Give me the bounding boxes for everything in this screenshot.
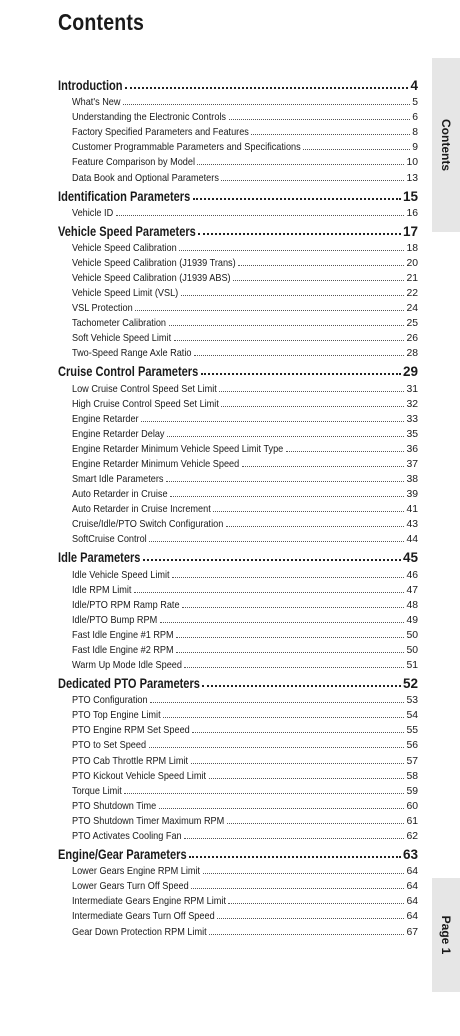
toc-entry-page: 25 [406, 318, 418, 330]
toc-entry-page: 50 [406, 629, 418, 641]
toc-entry-title: Torque Limit [72, 785, 122, 797]
toc-entry-page: 67 [406, 926, 418, 938]
toc-entry-title: VSL Protection [72, 303, 133, 315]
toc-entry[interactable] [58, 691, 418, 706]
toc-entry-title: Feature Comparison by Model [72, 157, 195, 169]
toc-entry-page: 64 [406, 911, 418, 923]
dot-leader [191, 887, 404, 889]
toc-entry[interactable] [58, 812, 418, 827]
table-of-contents [58, 76, 418, 941]
toc-section-heading[interactable] [58, 845, 418, 862]
toc-entry-page: 36 [406, 443, 418, 455]
toc-entry[interactable] [58, 269, 418, 284]
toc-section-heading[interactable] [58, 76, 418, 93]
toc-entry-page: 18 [406, 242, 418, 254]
toc-entry-page: 47 [406, 584, 418, 596]
dot-leader [189, 855, 401, 858]
toc-entry-title: Tachometer Calibration [72, 318, 167, 330]
toc-entry-page: 24 [406, 303, 418, 315]
toc-section-page: 15 [402, 188, 418, 204]
dot-leader [170, 495, 404, 497]
toc-entry-page: 56 [406, 740, 418, 752]
dot-leader [238, 264, 404, 266]
toc-section-heading[interactable] [58, 222, 418, 239]
toc-entry-page: 59 [406, 785, 418, 797]
toc-entry-title: PTO Shutdown Time [72, 800, 157, 812]
toc-entry-page: 37 [406, 458, 418, 470]
dot-leader [191, 762, 404, 764]
toc-entry[interactable] [58, 751, 418, 766]
side-tab-page-label: Page 1 [439, 915, 453, 955]
toc-section [58, 845, 418, 937]
toc-section [58, 548, 418, 671]
dot-leader [167, 435, 404, 437]
toc-entry-title: Low Cruise Control Speed Set Limit [72, 383, 217, 395]
toc-entry-title: Engine Retarder Minimum Vehicle Speed [72, 458, 240, 470]
toc-section-title: Idle Parameters [58, 550, 141, 566]
dot-leader [303, 148, 410, 150]
dot-leader [233, 279, 404, 281]
dot-leader [143, 558, 401, 561]
dot-leader [193, 197, 401, 200]
dot-leader [209, 777, 404, 779]
dot-leader [181, 294, 404, 296]
toc-entry-page: 46 [406, 569, 418, 581]
toc-entry-title: Gear Down Protection RPM Limit [72, 926, 207, 938]
toc-section-page: 17 [402, 223, 418, 239]
toc-entry[interactable] [58, 204, 418, 219]
dot-leader [221, 179, 404, 181]
toc-entry[interactable] [58, 395, 418, 410]
dot-leader [251, 133, 410, 135]
toc-entry[interactable] [58, 892, 418, 907]
toc-entry-page: 8 [412, 127, 418, 139]
toc-entry-page: 61 [406, 815, 418, 827]
toc-entry-page: 13 [406, 172, 418, 184]
dot-leader [124, 792, 404, 794]
toc-section [58, 362, 418, 545]
toc-entry-title: PTO to Set Speed [72, 740, 147, 752]
toc-entry-page: 51 [406, 660, 418, 672]
toc-entry[interactable] [58, 767, 418, 782]
toc-entry-page: 33 [406, 413, 418, 425]
dot-leader [228, 902, 404, 904]
toc-entry[interactable] [58, 862, 418, 877]
toc-section-heading[interactable] [58, 187, 418, 204]
toc-entry-title: Auto Retarder in Cruise Increment [72, 504, 211, 516]
toc-entry[interactable] [58, 440, 418, 455]
toc-entry[interactable] [58, 485, 418, 500]
toc-section-heading[interactable] [58, 674, 418, 691]
dot-leader [184, 837, 404, 839]
toc-section-title: Vehicle Speed Parameters [58, 223, 196, 239]
toc-entry[interactable] [58, 782, 418, 797]
dot-leader [134, 591, 404, 593]
toc-entry[interactable] [58, 721, 418, 736]
toc-entry-page: 44 [406, 534, 418, 546]
toc-entry-page: 22 [406, 288, 418, 300]
toc-entry-page: 16 [406, 207, 418, 219]
toc-entry-page: 10 [406, 157, 418, 169]
toc-entry-page: 48 [406, 599, 418, 611]
toc-entry-title: PTO Configuration [72, 695, 148, 707]
dot-leader [226, 525, 404, 527]
toc-entry-title: Idle RPM Limit [72, 584, 132, 596]
dot-leader [184, 666, 404, 668]
dot-leader [221, 405, 404, 407]
toc-entry-title: PTO Activates Cooling Fan [72, 831, 182, 843]
page-title: Contents [58, 9, 145, 35]
toc-section [58, 674, 418, 842]
toc-entry-title: Soft Vehicle Speed Limit [72, 333, 172, 345]
toc-entry[interactable] [58, 641, 418, 656]
toc-section-title: Identification Parameters [58, 188, 191, 204]
toc-entry[interactable] [58, 530, 418, 545]
toc-entry[interactable] [58, 410, 418, 425]
dot-leader [179, 249, 404, 251]
toc-entry-page: 35 [406, 428, 418, 440]
toc-entry-title: Vehicle Speed Calibration [72, 242, 177, 254]
toc-entry-page: 9 [412, 142, 418, 154]
side-tab-contents-label: Contents [439, 119, 453, 171]
toc-entry[interactable] [58, 736, 418, 751]
toc-entry-page: 64 [406, 881, 418, 893]
toc-entry[interactable] [58, 596, 418, 611]
toc-entry-title: Data Book and Optional Parameters [72, 172, 219, 184]
toc-entry[interactable] [58, 626, 418, 641]
side-tab-contents[interactable] [432, 58, 460, 232]
toc-section-page: 52 [402, 676, 418, 692]
toc-entry-title: Idle/PTO RPM Ramp Rate [72, 599, 180, 611]
toc-entry[interactable] [58, 515, 418, 530]
toc-section [58, 76, 418, 184]
toc-entry[interactable] [58, 299, 418, 314]
toc-entry-title: Factory Specified Parameters and Features [72, 127, 249, 139]
dot-leader [219, 390, 404, 392]
toc-entry-title: Vehicle ID [72, 207, 114, 219]
toc-entry-title: Understanding the Electronic Controls [72, 112, 227, 124]
toc-section-title: Engine/Gear Parameters [58, 847, 187, 863]
toc-entry-title: Lower Gears Engine RPM Limit [72, 866, 201, 878]
toc-entry-title: Engine Retarder Minimum Vehicle Speed Limit Type [72, 443, 284, 455]
toc-entry-title: Intermediate Gears Engine RPM Limit [72, 896, 226, 908]
toc-section-heading[interactable] [58, 548, 418, 565]
toc-section [58, 187, 418, 219]
dot-leader [242, 465, 404, 467]
toc-section-heading[interactable] [58, 362, 418, 379]
dot-leader [197, 163, 404, 165]
toc-section-page: 63 [402, 847, 418, 863]
toc-section-title: Introduction [58, 78, 123, 93]
toc-entry[interactable] [58, 254, 418, 269]
dot-leader [163, 716, 404, 718]
dot-leader [123, 103, 410, 105]
dot-leader [182, 606, 404, 608]
toc-entry[interactable] [58, 581, 418, 596]
toc-entry-page: 57 [406, 755, 418, 767]
toc-entry-title: Warm Up Mode Idle Speed [72, 660, 182, 672]
dot-leader [135, 309, 404, 311]
toc-entry-page: 41 [406, 504, 418, 516]
toc-entry-title: PTO Engine RPM Set Speed [72, 725, 190, 737]
toc-entry[interactable] [58, 565, 418, 580]
dot-leader [203, 872, 404, 874]
toc-entry-page: 50 [406, 645, 418, 656]
dot-leader [149, 540, 404, 542]
dot-leader [217, 917, 404, 919]
toc-entry-page: 62 [406, 831, 418, 843]
toc-entry[interactable] [58, 455, 418, 470]
toc-section-title: Cruise Control Parameters [58, 364, 199, 380]
toc-entry[interactable] [58, 284, 418, 299]
toc-entry[interactable] [58, 108, 418, 123]
toc-entry-title: Vehicle Speed Calibration (J1939 Trans) [72, 257, 236, 269]
dot-leader [201, 372, 401, 375]
dot-leader [198, 232, 401, 235]
toc-section-page: 45 [402, 550, 418, 566]
toc-entry-page: 6 [412, 112, 418, 124]
toc-entry[interactable] [58, 93, 418, 108]
toc-entry[interactable] [58, 239, 418, 254]
toc-entry[interactable] [58, 153, 418, 168]
dot-leader [149, 746, 404, 748]
dot-leader [176, 651, 404, 653]
dot-leader [150, 701, 404, 703]
toc-entry-page: 60 [406, 800, 418, 812]
toc-entry[interactable] [58, 500, 418, 515]
toc-entry[interactable] [58, 797, 418, 812]
toc-entry[interactable] [58, 425, 418, 440]
toc-entry-title: PTO Shutdown Timer Maximum RPM [72, 815, 225, 827]
side-tab-page [432, 878, 460, 992]
toc-entry[interactable] [58, 706, 418, 721]
toc-entry-page: 58 [406, 770, 418, 782]
toc-entry-title: Fast Idle Engine #2 RPM [72, 645, 174, 656]
toc-entry-title: Customer Programmable Parameters and Specifications [72, 142, 301, 154]
dot-leader [229, 118, 410, 120]
toc-entry[interactable] [58, 379, 418, 394]
dot-leader [286, 450, 404, 452]
toc-entry-title: PTO Cab Throttle RPM Limit [72, 755, 189, 767]
toc-entry-title: Fast Idle Engine #1 RPM [72, 629, 174, 641]
toc-entry-page: 53 [406, 695, 418, 707]
toc-section-page: 29 [402, 364, 418, 380]
toc-entry[interactable] [58, 344, 418, 359]
dot-leader [227, 822, 404, 824]
toc-entry[interactable] [58, 611, 418, 626]
toc-entry-title: PTO Top Engine Limit [72, 710, 161, 722]
dot-leader [176, 636, 404, 638]
toc-entry-title: PTO Kickout Vehicle Speed Limit [72, 770, 207, 782]
toc-entry-page: 32 [406, 398, 418, 410]
toc-entry-page: 31 [406, 383, 418, 395]
toc-entry-title: Engine Retarder Delay [72, 428, 165, 440]
toc-entry[interactable] [58, 138, 418, 153]
toc-entry[interactable] [58, 907, 418, 922]
toc-entry-title: High Cruise Control Speed Set Limit [72, 398, 219, 410]
toc-entry-title: Lower Gears Turn Off Speed [72, 881, 189, 893]
toc-entry-title: Engine Retarder [72, 413, 139, 425]
toc-entry-title: What's New [72, 97, 121, 109]
toc-entry[interactable] [58, 922, 418, 937]
toc-entry-title: Auto Retarder in Cruise [72, 489, 168, 501]
dot-leader [166, 480, 404, 482]
toc-entry-page: 5 [412, 97, 418, 109]
dot-leader [141, 420, 404, 422]
dot-leader [160, 621, 404, 623]
dot-leader [116, 214, 404, 216]
toc-entry-title: Vehicle Speed Limit (VSL) [72, 288, 179, 300]
toc-entry-page: 64 [406, 866, 418, 878]
toc-entry-page: 39 [406, 489, 418, 501]
toc-entry[interactable] [58, 329, 418, 344]
toc-entry-page: 21 [406, 272, 418, 284]
toc-entry-title: Idle Vehicle Speed Limit [72, 569, 170, 581]
toc-entry[interactable] [58, 470, 418, 485]
dot-leader [159, 807, 404, 809]
toc-entry-page: 49 [406, 614, 418, 626]
toc-entry-title: Vehicle Speed Calibration (J1939 ABS) [72, 272, 231, 284]
toc-entry[interactable] [58, 877, 418, 892]
toc-section-title: Dedicated PTO Parameters [58, 676, 200, 692]
toc-entry[interactable] [58, 827, 418, 842]
toc-entry-title: SoftCruise Control [72, 534, 147, 546]
dot-leader [169, 324, 404, 326]
dot-leader [209, 933, 404, 935]
dot-leader [174, 339, 404, 341]
toc-entry-page: 43 [406, 519, 418, 531]
toc-entry-page: 54 [406, 710, 418, 722]
toc-entry-page: 26 [406, 333, 418, 345]
dot-leader [213, 510, 404, 512]
toc-entry-title: Idle/PTO Bump RPM [72, 614, 158, 626]
toc-entry[interactable] [58, 168, 418, 183]
toc-section [58, 222, 418, 360]
toc-entry-title: Intermediate Gears Turn Off Speed [72, 911, 215, 923]
dot-leader [202, 684, 401, 687]
dot-leader [194, 354, 404, 356]
dot-leader [192, 731, 404, 733]
toc-entry-title: Smart Idle Parameters [72, 474, 164, 486]
toc-entry-title: Cruise/Idle/PTO Switch Configuration [72, 519, 224, 531]
toc-entry-page: 64 [406, 896, 418, 908]
toc-entry-page: 28 [406, 348, 418, 360]
toc-entry[interactable] [58, 314, 418, 329]
dot-leader [172, 576, 404, 578]
toc-entry-page: 38 [406, 474, 418, 486]
toc-entry-page: 55 [406, 725, 418, 737]
dot-leader [125, 86, 408, 89]
toc-entry-page: 20 [406, 257, 418, 269]
toc-entry[interactable] [58, 656, 418, 671]
toc-section-page: 4 [410, 78, 418, 93]
toc-entry[interactable] [58, 123, 418, 138]
toc-entry-title: Two-Speed Range Axle Ratio [72, 348, 192, 360]
